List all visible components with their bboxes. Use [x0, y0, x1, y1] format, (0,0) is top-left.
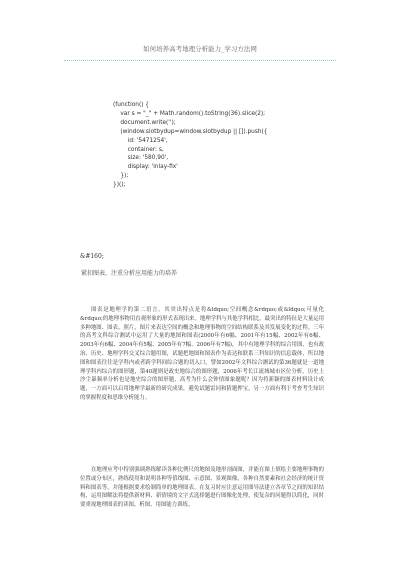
code-line: }); — [113, 173, 129, 180]
title-divider — [64, 60, 336, 61]
ad-script-code — [113, 101, 268, 190]
section-subtitle: 紧扣图表，注重分析应用能力的培养 — [81, 270, 178, 277]
code-line: var s = "_" + Math.random().toString(36).slice(2); — [113, 110, 266, 117]
raw-entity-text: &#160; — [80, 253, 104, 260]
code-line: (window.slotbydup=window.slotbydup || []).push({ — [113, 128, 268, 135]
code-line: size: '580,90', — [113, 155, 169, 162]
code-line: document.write(''); — [113, 119, 176, 126]
code-line: })(); — [113, 182, 126, 189]
code-line: (function() { — [113, 102, 149, 108]
body-paragraph: 图表是地理学的第二语言，其突出特点是将&ldquo;空间概念&rdquo;或&ldquo;可量化&rdquo;的地理事物用直观形象的形式表现出来。地理学科与其他学科相比，最突出的特征是大量运用多种地图、图表、照片，图片来表达空间的概念和地理事物的空间结构联系及其发展变化的过程。三年的高考文科综合测试中运用了大量的地图和图表(2000年有6幅、2001年有15幅、2002年有6幅、2003年有6幅、2004年有5幅、2005年有7幅、2006年有7幅)，其中有地理学科的综合用图，也有政治、历史、地理学科交叉综合题用图，试题把地图和图表作为表达和联系三科知识的信息载体，所以地图和图表往往是学科内或者跨学科间综合题的切入口，譬如2002年文科综合测试的第36题就是一道地理学科内综合的图形题，第40题则是政史地综合的图形题，2006年考长江流域城市区位分析，历史上沙尘暴频率分析也是地史综合的图形题，高考为什么会钟情图象题呢？因为将新颖的图表材料设计成题，一方面可以启用地理学最新的研究成果，避免试题雷同和猜题押宝，另一方面有利于考查考生知识的掌握程度和思维分析能力。 — [80, 307, 324, 401]
code-line: id: '5471254', — [113, 137, 168, 144]
code-line: display: 'inlay-fix' — [113, 164, 178, 171]
page-title: 如何培养高考地理分析能力_学习方法网 — [143, 45, 257, 53]
body-paragraph: 在地理应考中特别强调熟练解读各种比例尺的地图及地形剖面图，并能在图上填绘主要地理事物的位置或分布区，熟练使用和说明各种等值线图、示意图、景观图像，各种自然要素和社会经济的统计资料和图表等，并能根据要求绘制简单的地理图表。在复习时应注意运用图导法建立各章节之间的知识结构，运用图解法将提供新材料、新情境的文字式选择题进行图像化处理，使复杂的问题得以简化，同时要重视地理图表的读图、析图、用图能力训练。 — [80, 467, 324, 509]
code-line: container: s, — [113, 146, 164, 153]
